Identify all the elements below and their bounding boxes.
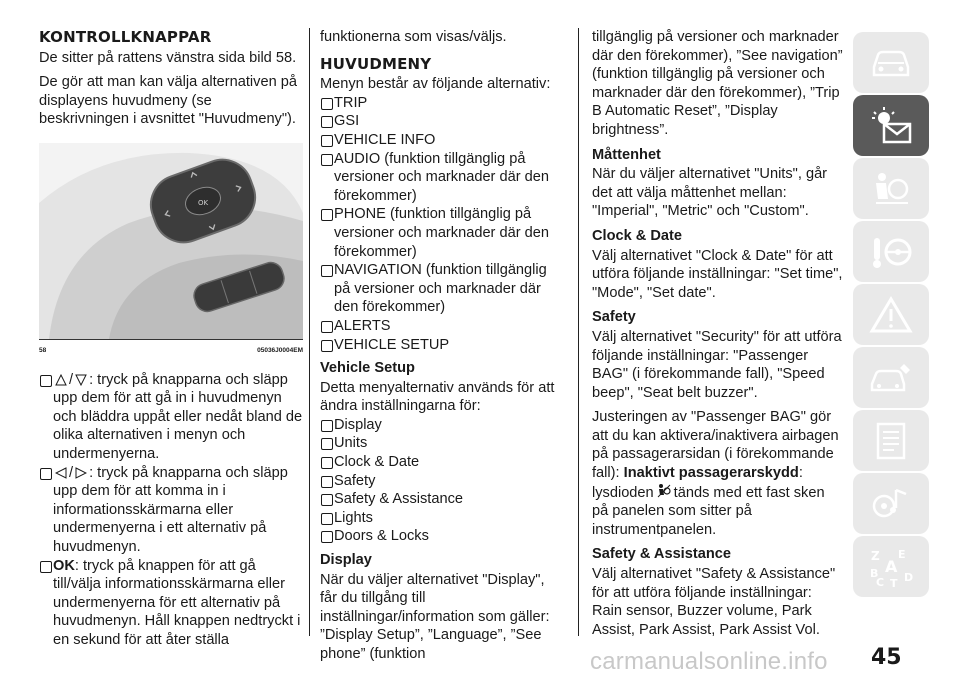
- list-item: AUDIO (funktion tillgänglig på versioner och marknader där den förekommer): [320, 150, 564, 206]
- triangle-up-icon: [55, 374, 67, 386]
- list-item: Display: [320, 416, 564, 435]
- car-front-icon: [866, 41, 916, 85]
- media-wrench-icon: [866, 482, 916, 526]
- section-heading-controls: KONTROLLKNAPPAR: [39, 28, 212, 46]
- column-divider: [309, 28, 310, 636]
- list-item-up-down: [39, 371, 303, 464]
- list-item: Units: [320, 434, 564, 453]
- paragraph: tillgänglig på versioner och marknader där den förekommer), ”See navigation” (funktion tillgänglig på versioner och marknader där den förekommer), ”Trip B Automatic Reset”, ”Display brightness”.: [592, 29, 843, 138]
- text: Justeringen av "Passenger BAG" gör att du kan aktivera/inaktivera airbagen på passagerarsidan (i förekommande fall):: [592, 409, 839, 482]
- paragraph: De gör att man kan välja alternativen på displayens huvudmeny (se beskrivningen i avsnittet "Huvudmeny").: [39, 74, 297, 128]
- index-letter: C: [876, 575, 885, 589]
- index-letter: D: [904, 570, 914, 584]
- tab-instruments[interactable]: [853, 95, 929, 156]
- tab-maintenance[interactable]: [853, 347, 929, 408]
- steering-wheel-figure: [39, 143, 303, 339]
- list-item: Lights: [320, 509, 564, 528]
- column-1: [39, 28, 303, 649]
- ok-label: OK: [53, 557, 75, 574]
- list-item-left-right: [39, 464, 303, 557]
- list-item: Safety: [320, 472, 564, 491]
- paragraph: När du väljer alternativet "Units", går det att välja måttenhet mellan: "Imperial", "Metric" och "Custom".: [592, 166, 828, 220]
- triangle-left-icon: [55, 467, 67, 479]
- index-letter: T: [890, 576, 898, 589]
- paragraph: Välj alternativet "Safety & Assistance" för att utföra följande inställningar: Rain sensor, Buzzer volume, Park Assist, Park Assist, Park Assist Vol.: [592, 566, 836, 638]
- separator: /: [69, 371, 74, 388]
- separator: /: [69, 464, 74, 481]
- page-number: 45: [871, 645, 902, 670]
- paragraph: funktionerna som visas/väljs.: [320, 29, 507, 45]
- bold-text: Inaktivt passagerarskydd: [623, 465, 799, 482]
- steering-wheel-controls-illustration: [39, 143, 303, 339]
- paragraph: Välj alternativet "Clock & Date" för att utföra följande inställningar: "Set time", "Mode", "Set date".: [592, 247, 843, 301]
- paragraph: Välj alternativet "Security" för att utföra följande inställningar: "Passenger BAG" (i förekommande fall), "Speed beep", "Seat belt buzzer".: [592, 328, 842, 401]
- text: tänds med ett fast sken på panelen som sitter på instrumentpanelen.: [592, 484, 825, 538]
- tab-technical-data[interactable]: [853, 410, 929, 471]
- paragraph: Menyn består av följande alternativ:: [320, 76, 551, 93]
- warning-light-envelope-icon: [866, 104, 916, 148]
- key-steering-wheel-icon: [866, 230, 916, 274]
- alphabet-index-icon: [866, 545, 916, 589]
- list-item: PHONE (funktion tillgänglig på versioner och marknader där den förekommer): [320, 205, 564, 261]
- airbag-off-icon: [656, 483, 672, 499]
- list-item-text: : tryck på knappen för att gå till/välja informationsskärmarna eller undermenyerna för ett alternativ på huvudmenyn. Håll knappen nedtryckt i en sekund för att åter ställa: [53, 557, 301, 648]
- car-service-icon: [866, 356, 916, 400]
- tab-multimedia[interactable]: [853, 473, 929, 534]
- triangle-down-icon: [75, 374, 87, 386]
- subheading-safety: Safety: [592, 309, 636, 326]
- list-item: Safety & Assistance: [320, 490, 564, 509]
- list-item: Doors & Locks: [320, 527, 564, 546]
- list-item-text: : tryck på knapparna och släpp upp dem för att komma in i informationsskärmarna eller undermenyerna i ett alternativ på huvudmenyn.: [53, 464, 288, 555]
- tab-car[interactable]: [853, 32, 929, 93]
- list-item: Clock & Date: [320, 453, 564, 472]
- subheading-display: Display: [320, 552, 372, 569]
- column-divider: [578, 28, 579, 636]
- index-letter: Z: [871, 548, 880, 563]
- ok-button-label: OK: [197, 198, 209, 207]
- paragraph: När du väljer alternativet "Display", får du tillgång till inställningar/information som gäller: ”Display Setup”, ”Language”, ”See phone” (funktion: [320, 571, 550, 662]
- figure-caption: [39, 339, 303, 361]
- subheading-safety-assistance: Safety & Assistance: [592, 546, 731, 563]
- index-letter: B: [870, 566, 879, 580]
- tab-safety[interactable]: [853, 158, 929, 219]
- list-item: ALERTS: [320, 317, 564, 336]
- watermark: carmanualsonline.info: [590, 648, 828, 675]
- index-letter: E: [898, 547, 906, 561]
- column-2: [320, 28, 564, 664]
- list-item: VEHICLE INFO: [320, 131, 564, 150]
- figure-code: 05036J0004EM: [257, 346, 303, 354]
- paragraph: Detta menyalternativ används för att ändra inställningarna för:: [320, 379, 555, 415]
- list-item: TRIP: [320, 94, 564, 113]
- tab-emergency[interactable]: [853, 284, 929, 345]
- figure-number: 58: [39, 346, 47, 354]
- section-heading-main-menu: HUVUDMENY: [320, 54, 432, 73]
- tab-index[interactable]: [853, 536, 929, 597]
- paragraph: De sitter på rattens vänstra sida bild 58.: [39, 49, 297, 66]
- tab-starting-driving[interactable]: [853, 221, 929, 282]
- setup-list: [320, 416, 564, 546]
- triangle-right-icon: [75, 467, 87, 479]
- subheading-units: Måttenhet: [592, 146, 661, 163]
- list-item: NAVIGATION (funktion tillgänglig på versioner och marknader där den förekommer): [320, 261, 564, 317]
- list-item: VEHICLE SETUP: [320, 336, 564, 355]
- subheading-clock-date: Clock & Date: [592, 227, 683, 244]
- roadside-warning-triangle-icon: [866, 293, 916, 337]
- column-3: [592, 28, 844, 639]
- airbag-seatbelt-icon: [866, 167, 916, 211]
- index-letter: A: [885, 556, 898, 576]
- paragraph-passenger-bag: Justeringen av "Passenger BAG" gör att du kan aktivera/inaktivera airbagen på passagerarsidan (i förekommande fall): Inaktivt passagerarskydd: lysdioden tänds med ett fast sken på panelen som sitter på instrumentpanelen.: [592, 409, 839, 538]
- text: lysdioden: [592, 484, 654, 501]
- list-item-text: : tryck på knapparna och släpp upp dem för att gå in i huvudmenyn och bläddra uppåt eller nedåt bland de olika alternativen i menyn och undermenyerna.: [53, 371, 303, 462]
- list-item-ok: [39, 557, 303, 650]
- main-menu-list: [320, 94, 564, 354]
- list-item: GSI: [320, 112, 564, 131]
- subheading-vehicle-setup: Vehicle Setup: [320, 360, 415, 377]
- chapter-tabs: [853, 32, 929, 599]
- document-list-icon: [866, 419, 916, 463]
